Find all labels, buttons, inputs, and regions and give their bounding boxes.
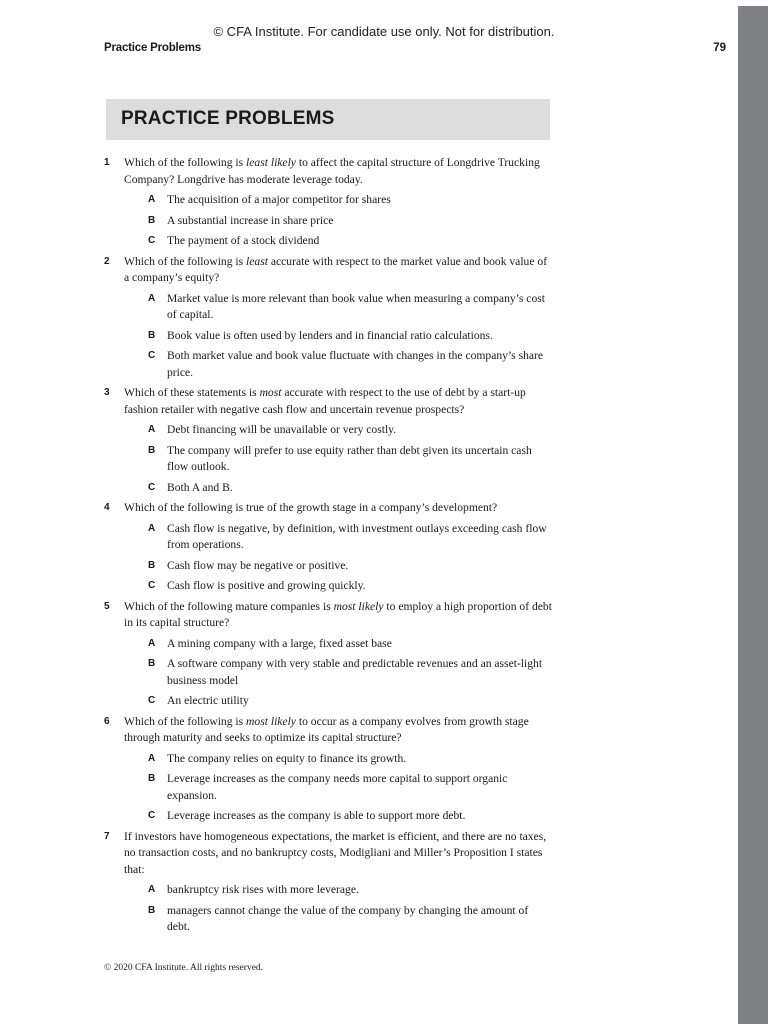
option-letter: B: [148, 214, 156, 226]
question: [100, 385, 552, 496]
stem-text: accurate with respect to the market value and book value of a company’s equity?: [124, 254, 548, 284]
option-letter: A: [148, 194, 156, 205]
option-letter: A: [148, 424, 156, 435]
option-text: The company relies on equity to finance its growth.: [167, 751, 407, 765]
question-number: 2: [104, 255, 110, 267]
question: [100, 500, 552, 595]
option-text: Debt financing will be unavailable or very costly.: [167, 423, 397, 436]
stem-text: Which of the following mature companies is: [124, 599, 334, 613]
question-number: 5: [104, 600, 110, 612]
question-stem: [124, 155, 552, 188]
answer-options: [124, 422, 552, 496]
stem-text: Which of the following is true of the growth stage in a company’s development?: [124, 501, 498, 514]
copyright-notice: © CFA Institute. For candidate use only. Not for distribution.: [213, 24, 555, 39]
answer-option: [124, 751, 552, 768]
option-text: Book value is often used by lenders and in financial ratio calculations.: [167, 328, 493, 342]
answer-option: [124, 422, 552, 439]
footer-copyright: © 2020 CFA Institute. All rights reserved.: [104, 963, 264, 973]
option-letter: A: [148, 637, 156, 649]
option-letter: B: [148, 904, 156, 916]
question-stem: [124, 385, 552, 418]
question-number: 4: [104, 502, 110, 513]
answer-options: [124, 636, 552, 710]
stem-text: to occur as a company evolves from growth stage through maturity and seeks to optimize its capital structure?: [124, 714, 529, 744]
section-title: PRACTICE PROBLEMS: [121, 108, 335, 129]
option-text: A software company with very stable and predictable revenues and an asset-light business model: [167, 657, 543, 687]
option-text: The company will prefer to use equity rather than debt given its uncertain cash flow outlook.: [167, 443, 532, 473]
answer-option: [124, 693, 552, 710]
answer-option: [124, 192, 552, 209]
stem-text: to employ a high proportion of debt in its capital structure?: [124, 599, 552, 629]
answer-option: [124, 521, 552, 554]
stem-text: Which of these statements is: [124, 386, 260, 399]
answer-option: [124, 443, 552, 476]
question-stem: [124, 500, 552, 517]
answer-option: [124, 578, 552, 595]
page-number: 79: [713, 42, 726, 54]
question-number: 3: [104, 387, 110, 398]
option-text: Market value is more relevant than book value when measuring a company’s cost of capital.: [167, 291, 545, 321]
option-letter: C: [148, 810, 156, 821]
option-text: Cash flow is positive and growing quickly.: [167, 579, 366, 592]
question-number: 7: [104, 830, 110, 842]
answer-option: [124, 771, 552, 804]
option-letter: A: [148, 884, 156, 895]
option-letter: C: [148, 580, 156, 591]
option-text: A substantial increase in share price: [167, 213, 334, 227]
answer-option: [124, 291, 552, 324]
question-stem: [124, 599, 552, 632]
page-edge-sidebar: [738, 6, 768, 1024]
option-letter: C: [148, 481, 156, 493]
section-title-box: [106, 99, 550, 140]
question-stem: [124, 714, 552, 747]
stem-emphasis: most likely: [246, 714, 296, 728]
answer-option: [124, 233, 552, 250]
stem-emphasis: most: [259, 386, 282, 399]
answer-option: [124, 558, 552, 575]
option-text: Leverage increases as the company needs more capital to support organic expansion.: [167, 772, 508, 802]
option-text: bankruptcy risk rises with more leverage.: [167, 883, 359, 896]
answer-option: [124, 808, 552, 825]
answer-option: [124, 656, 552, 689]
question: [100, 254, 552, 382]
stem-emphasis: most likely: [333, 599, 384, 613]
option-text: Cash flow is negative, by definition, with investment outlays exceeding cash flow from operations.: [167, 521, 547, 551]
option-letter: C: [148, 695, 156, 706]
question: [100, 155, 552, 250]
stem-emphasis: least likely: [246, 156, 296, 169]
answer-option: [124, 636, 552, 653]
option-text: A mining company with a large, fixed asset base: [167, 636, 392, 650]
answer-options: [124, 291, 552, 382]
question-stem: [124, 829, 552, 879]
option-letter: B: [148, 559, 156, 571]
answer-option: [124, 480, 552, 497]
option-text: Both market value and book value fluctuate with changes in the company’s share price.: [167, 349, 544, 379]
stem-text: accurate with respect to the use of debt by a start-up fashion retailer with negative cash flow and uncertain revenue prospects?: [124, 386, 526, 416]
answer-option: [124, 348, 552, 381]
stem-text: Which of the following is: [124, 714, 247, 728]
option-text: managers cannot change the value of the company by changing the amount of debt.: [167, 903, 529, 933]
question-stem: [124, 254, 552, 287]
option-letter: A: [148, 752, 156, 764]
option-letter: A: [148, 522, 156, 534]
answer-options: [124, 521, 552, 595]
option-letter: B: [148, 329, 156, 341]
option-letter: A: [148, 292, 156, 304]
answer-option: [124, 882, 552, 899]
answer-option: [124, 328, 552, 345]
question-number: 6: [104, 715, 110, 727]
option-text: Cash flow may be negative or positive.: [167, 558, 349, 572]
question: [100, 714, 552, 825]
stem-text: to affect the capital structure of Longdrive Trucking Company? Longdrive has moderate leverage today.: [124, 156, 540, 186]
option-text: The acquisition of a major competitor for shares: [167, 193, 391, 206]
question: [100, 599, 552, 710]
option-text: Both A and B.: [167, 480, 233, 494]
option-text: An electric utility: [167, 694, 249, 707]
stem-text: If investors have homogeneous expectations, the market is efficient, and there are no taxes, no transaction costs, and no bankruptcy costs, Modigliani and Miller’s Proposition I states that:: [124, 829, 547, 876]
stem-emphasis: least: [246, 254, 268, 268]
option-letter: B: [148, 773, 156, 784]
option-letter: B: [148, 444, 156, 456]
stem-text: Which of the following is: [124, 156, 247, 169]
answer-options: [124, 882, 552, 936]
running-head: Practice Problems: [104, 42, 201, 54]
answer-option: [124, 213, 552, 230]
option-letter: B: [148, 658, 156, 669]
option-text: The payment of a stock dividend: [167, 234, 320, 247]
question-number: 1: [104, 157, 110, 168]
stem-text: Which of the following is: [124, 254, 247, 268]
question: [100, 829, 552, 936]
option-letter: C: [148, 235, 156, 246]
option-letter: C: [148, 350, 156, 361]
answer-options: [124, 751, 552, 825]
answer-option: [124, 903, 552, 936]
option-text: Leverage increases as the company is able to support more debt.: [167, 809, 466, 822]
problem-list: [100, 155, 552, 940]
answer-options: [124, 192, 552, 250]
